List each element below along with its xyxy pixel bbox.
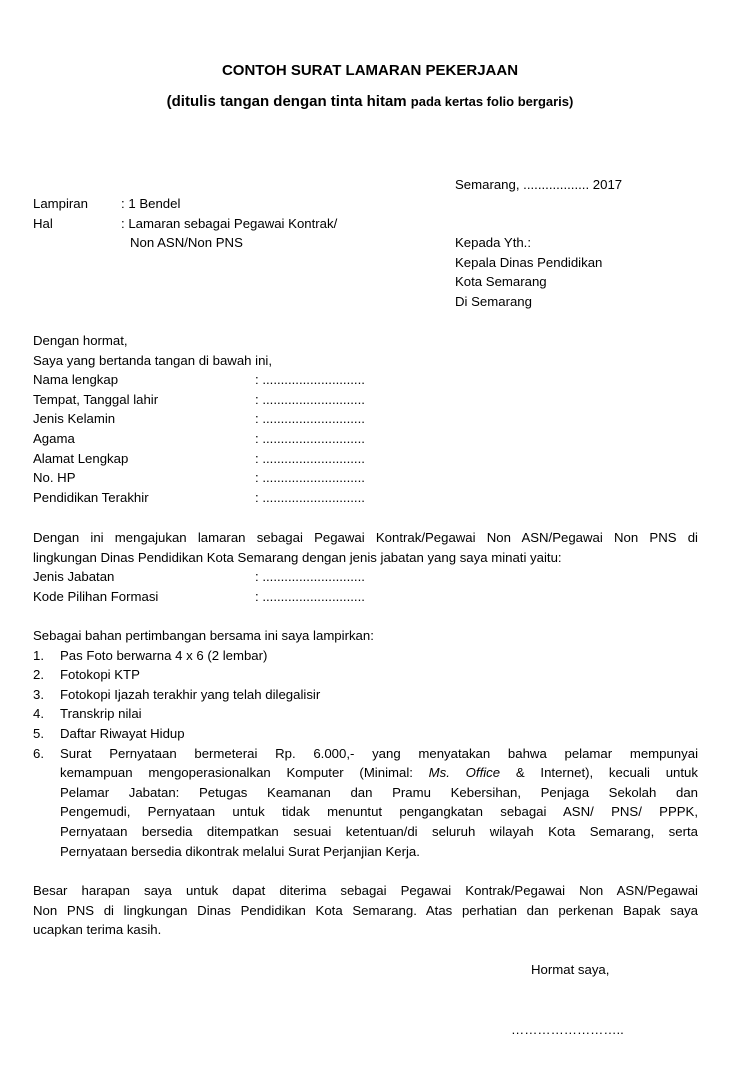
page-title: CONTOH SURAT LAMARAN PEKERJAAN xyxy=(221,62,519,79)
list-number: 5. xyxy=(33,725,44,741)
attachments-section xyxy=(33,626,698,861)
item6-text: & Internet), kecuali untuk xyxy=(500,765,698,781)
signature-placeholder: …………………….. xyxy=(511,1022,624,1037)
field-value: : ............................ xyxy=(255,411,365,427)
field-row xyxy=(33,390,453,410)
recipient-line: Kota Semarang xyxy=(455,274,547,290)
hal-value-1: : Lamaran sebagai Pegawai Kontrak/ xyxy=(121,215,338,231)
list-item xyxy=(33,665,698,685)
field-row xyxy=(33,488,453,508)
field-label: Alamat Lengkap xyxy=(33,450,129,466)
item6-line: Surat Pernyataan bermeterai Rp. 6.000,- yang menyatakan bahwa pelamar mempunyai xyxy=(60,745,698,761)
date-line: Semarang, .................. 2017 xyxy=(455,177,623,192)
job-field-value: : ............................ xyxy=(255,588,365,604)
field-label: Nama lengkap xyxy=(33,372,119,388)
field-label: Jenis Kelamin xyxy=(33,411,116,427)
subtitle-small: pada kertas folio bergaris) xyxy=(410,94,574,109)
field-row xyxy=(33,370,453,390)
field-value: : ............................ xyxy=(255,489,365,505)
list-text: Fotokopi Ijazah terakhir yang telah dilegalisir xyxy=(60,686,321,702)
field-row xyxy=(33,449,453,469)
recipient-line: Di Semarang xyxy=(455,293,532,309)
intro: Saya yang bertanda tangan di bawah ini, xyxy=(33,352,273,368)
field-row xyxy=(33,409,453,429)
attachment-list xyxy=(33,646,698,862)
greeting: Dengan hormat, xyxy=(33,333,128,348)
item6-line xyxy=(60,763,698,783)
list-text: Daftar Riwayat Hidup xyxy=(60,725,185,741)
list-text: Fotokopi KTP xyxy=(60,667,140,683)
list-item xyxy=(33,724,698,744)
job-field-value: : ............................ xyxy=(255,569,365,585)
application-paragraph xyxy=(33,528,698,606)
job-field-label: Jenis Jabatan xyxy=(33,569,115,585)
list-text: Transkrip nilai xyxy=(60,706,142,722)
field-label: Tempat, Tanggal lahir xyxy=(33,391,159,407)
apply-line: Dengan ini mengajukan lamaran sebagai Pegawai Kontrak/Pegawai Non ASN/Pegawai Non PNS di xyxy=(33,530,698,545)
recipient-line: Kepada Yth.: xyxy=(455,235,532,250)
list-number: 3. xyxy=(33,686,44,702)
lampiran-value: : 1 Bendel xyxy=(121,196,181,211)
recipient-line: Kepala Dinas Pendidikan xyxy=(455,254,603,270)
recipient-block xyxy=(455,233,602,311)
field-value: : ............................ xyxy=(255,372,365,388)
item6-italic: Ms. Office xyxy=(428,765,501,781)
list-item xyxy=(33,704,698,724)
list-item xyxy=(33,744,698,862)
list-number: 4. xyxy=(33,706,44,722)
field-value: : ............................ xyxy=(255,391,365,407)
list-item xyxy=(33,685,698,705)
item6-line: Pernyataan bersedia dikontrak melalui Surat Perjanjian Kerja. xyxy=(60,843,420,859)
item6-line: Pernyataan bersedia ditempatkan sesuai ketentuan/di seluruh wilayah Kota Semarang, serta xyxy=(60,823,698,839)
page-subtitle xyxy=(0,93,740,110)
personal-data xyxy=(33,331,453,507)
item6-line: Pengemudi, Pernyataan untuk tidak menuntut pengangkatan sebagai ASN/ PNS/ PPPK, xyxy=(60,804,698,820)
item6-line: Pelamar Jabatan: Petugas Keamanan dan Pramu Kebersihan, Penjaga Sekolah dan xyxy=(60,784,698,800)
field-value: : ............................ xyxy=(255,430,365,446)
closing-line: Non PNS di lingkungan Dinas Pendidikan Kota Semarang. Atas perhatian dan perkenan Bapak saya xyxy=(33,902,698,918)
lampiran-label: Lampiran xyxy=(33,196,88,211)
letter-header xyxy=(33,194,393,253)
list-number: 1. xyxy=(33,647,44,663)
job-field-label: Kode Pilihan Formasi xyxy=(33,588,159,604)
list-text: Pas Foto berwarna 4 x 6 (2 lembar) xyxy=(60,647,268,663)
hal-value-2: Non ASN/Non PNS xyxy=(130,235,243,251)
closing-line: ucapkan terima kasih. xyxy=(33,922,162,938)
apply-line: lingkungan Dinas Pendidikan Kota Semarang dengan jenis jabatan yang saya minati yaitu: xyxy=(33,549,562,565)
item6-text: kemampuan mengoperasionalkan Komputer (Minimal: xyxy=(60,765,429,781)
list-number: 6. xyxy=(33,745,44,761)
attach-intro: Sebagai bahan pertimbangan bersama ini saya lampirkan: xyxy=(33,628,374,643)
field-row xyxy=(33,468,453,488)
sign-off: Hormat saya, xyxy=(531,962,610,977)
field-label: Pendidikan Terakhir xyxy=(33,489,149,505)
subtitle-main: (ditulis tangan dengan tinta hitam xyxy=(166,93,407,110)
list-number: 2. xyxy=(33,667,44,683)
job-field-row xyxy=(33,567,698,587)
field-value: : ............................ xyxy=(255,450,365,466)
job-field-row xyxy=(33,587,698,607)
closing-line: Besar harapan saya untuk dapat diterima sebagai Pegawai Kontrak/Pegawai Non ASN/Pegawai xyxy=(33,883,698,898)
field-label: Agama xyxy=(33,430,75,446)
closing-paragraph xyxy=(33,881,698,940)
field-row xyxy=(33,429,453,449)
list-item xyxy=(33,646,698,666)
field-label: No. HP xyxy=(33,470,76,486)
field-value: : ............................ xyxy=(255,470,365,486)
hal-label: Hal xyxy=(33,215,53,231)
